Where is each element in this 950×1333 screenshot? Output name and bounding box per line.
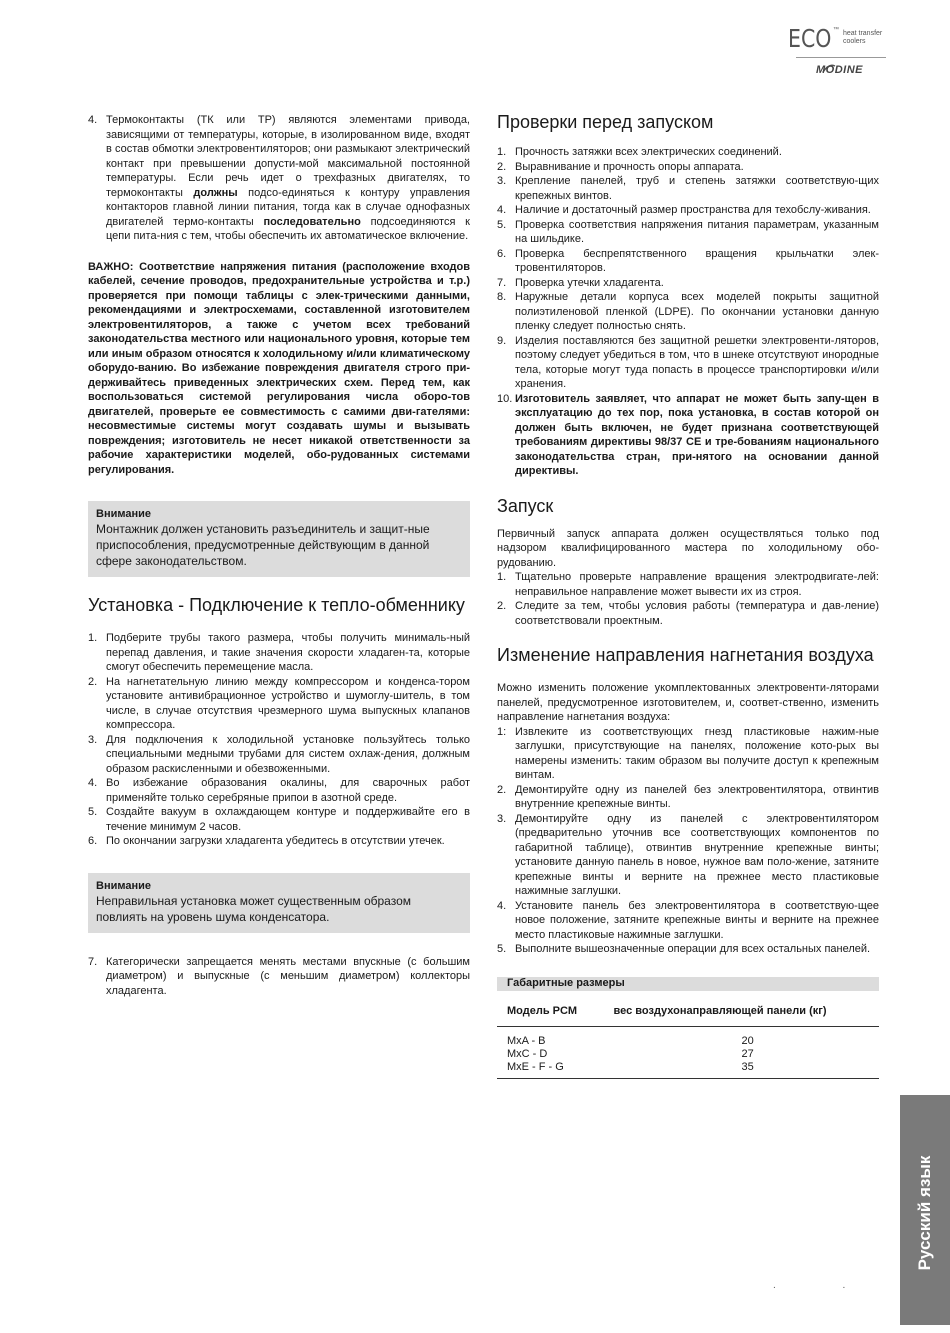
list-number: 2. bbox=[497, 600, 507, 612]
item-text: Категорически запрещается менять местами впускные (с большим диаметром) и выпускные (с меньшим диаметром) коллекторы хладагента. bbox=[106, 955, 470, 997]
language-tab bbox=[900, 1095, 950, 1325]
item-text: Проверка беспрепятственного вращения крыльчатки элек-тровентиляторов. bbox=[515, 247, 879, 274]
list-item bbox=[88, 733, 470, 777]
item-text: На нагнетательную линию между компрессором и конденса-тором установите антивибрационное устройство и шумоглу-шитель, в том числе, в случае отсутствия чрезмерного шума выпускных клапанов компрессора. bbox=[106, 675, 470, 731]
language-tab-label: Русский язык bbox=[915, 1155, 934, 1271]
list-item bbox=[497, 392, 879, 479]
left-column bbox=[88, 113, 470, 998]
list-number: 6. bbox=[497, 247, 507, 260]
list-number: 1. bbox=[88, 632, 98, 644]
list-number: 7. bbox=[88, 955, 98, 968]
column-header-model: Модель PCM bbox=[497, 991, 604, 1027]
warning-text: Монтажник должен установить разъединитель и защит-ные приспособления, предусмотренные действующим в данной сфере законодательством. bbox=[96, 522, 430, 568]
table-row bbox=[497, 1061, 879, 1079]
list-number: 3. bbox=[497, 812, 507, 825]
direction-intro: Можно изменить положение укомплектованных электровенти-ляторами панелей, предусмотренное изготовителем, и, соответ-ственно, изменить направление нагнетания воздуха: bbox=[497, 682, 879, 723]
list-number: 3. bbox=[497, 175, 507, 187]
list-number: 4. bbox=[497, 204, 507, 216]
list-item bbox=[497, 218, 879, 247]
list-item bbox=[88, 631, 470, 675]
item-text: Установите панель без электровентилятора в соответствую-щее новое положение, затяните крепежные винты и верните на прежнее место пластиковые нажимные заглушки. bbox=[515, 899, 879, 941]
item-text: Крепление панелей, труб и степень затяжки соответствую-щих крепежных винтов. bbox=[515, 175, 879, 202]
item-text: Тщательно проверьте направление вращения электродвигате-лей: неправильное направление может вывести их из строя. bbox=[515, 571, 879, 598]
right-column bbox=[497, 111, 879, 1079]
item-text: Выполните вышеозначенные операции для всех остальных панелей. bbox=[515, 943, 871, 955]
warning-box bbox=[88, 501, 470, 577]
list-number: 5. bbox=[497, 218, 507, 231]
list-item bbox=[88, 805, 470, 834]
section-heading-direction: Изменение направления нагнетания воздуха bbox=[497, 645, 874, 665]
list-number: 1: bbox=[497, 725, 507, 738]
cell-weight: 35 bbox=[604, 1061, 879, 1079]
list-item bbox=[88, 675, 470, 733]
list-item bbox=[497, 570, 879, 599]
list-number: 1. bbox=[497, 571, 507, 583]
item-text: Следите за тем, чтобы условия работы (температура и дав-ление) соответствовали проектным. bbox=[515, 600, 879, 627]
column-header-weight: вес воздухонаправляющей панели (кг) bbox=[604, 991, 879, 1027]
company-logo-text: MODINE bbox=[816, 64, 863, 76]
list-number: 4. bbox=[88, 777, 98, 789]
list-item bbox=[88, 955, 470, 999]
list-number: 9. bbox=[497, 334, 507, 347]
list-item bbox=[497, 725, 879, 783]
item-text: Изготовитель заявляет, что аппарат не может быть запу-щен в эксплуатацию до тех пор, пока установка, в состав которой он должен быть включен, не будет признана соответствующей требованиям директивы 98/37 CE и тре-бованиям национального законодательства стран, при-нятого на основании данной директивы. bbox=[515, 392, 879, 477]
item-text: подсоединяются к цепи пита-ния с тем, чтобы обеспечить их автоматическое включение. bbox=[106, 215, 470, 242]
list-item bbox=[497, 783, 879, 812]
list-item bbox=[497, 334, 879, 392]
list-item bbox=[497, 290, 879, 334]
list-number: 2. bbox=[497, 160, 507, 173]
item-text: Демонтируйте одну из панелей без электровентилятора, отвинтив внутренние крепежные винты. bbox=[515, 783, 879, 810]
item-text: По окончании загрузки хладагента убедитесь в отсутствии утечек. bbox=[106, 835, 445, 847]
list-number: 2. bbox=[88, 675, 98, 688]
item-text: Изделия поставляются без защитной решетки электровенти-ляторов, поэтому следует убедиться в том, что в шнеке отсутствуют инородные тела, которые могут туда попасть в процессе транспортировки и/или хранения. bbox=[515, 334, 879, 390]
item-text: Прочность затяжки всех электрических соединений. bbox=[515, 146, 782, 158]
list-item bbox=[497, 247, 879, 276]
cell-weight: 27 bbox=[741, 1048, 754, 1060]
list-item bbox=[497, 942, 879, 957]
start-intro: Первичный запуск аппарата должен осуществляться только под надзором квалифицированного мастера по холодильному обо-рудованию. bbox=[497, 527, 879, 569]
list-item bbox=[88, 776, 470, 805]
section-heading-start: Запуск bbox=[497, 495, 554, 516]
list-number: 6. bbox=[88, 835, 98, 847]
item-text: Подберите трубы такого размера, чтобы получить минималь-ный перепад давления, и такие значения скорости хладаген-та, которые смогут обеспечить перемещение масла. bbox=[106, 632, 470, 673]
item-text: подсо-единяться к контуру управления контакторов главной линии питания, тогда как в случае однофазных двигателей термо-контакты bbox=[106, 186, 471, 228]
eco-subtitle-line1: heat transfer bbox=[842, 30, 883, 37]
list-number: 10. bbox=[497, 392, 513, 405]
item-text: Во избежание образования окалины, для сварочных работ применяйте только серебряные припои в азотной среде. bbox=[106, 777, 470, 804]
list-item bbox=[497, 276, 879, 291]
list-item bbox=[88, 834, 470, 849]
item-text: Проверка утечки хладагента. bbox=[515, 276, 664, 289]
list-item bbox=[88, 113, 470, 244]
dimensions-table bbox=[497, 977, 879, 1080]
item-text: Для подключения к холодильной установке пользуйтесь только специальными медными трубами для систем охлаж-дения, должным образом раскисленными и обезвоженными. bbox=[106, 733, 470, 775]
table-row bbox=[497, 1027, 879, 1049]
important-paragraph: ВАЖНО: Соответствие напряжения питания (расположение входов кабелей, сечение проводов, предохранительные устройства и т.р.) проверяется при помощи таблицы с элек-трическими данными, рекомендациями и электросхемами, составленной изготовителем электровентиляторов, а также с учетом всех требований законодательства местного или национального уровня, которые тем или иным образом относятся к холодильному и/или климатическому оборудо-ванию. Во избежание повреждения двигателя строго при-держивайтесь приведенных электрических схем. Перед тем, как воспользоваться системой регулирования числа оборо-тов двигателей, проверьте ее совместимость с самими дви-гателями: несовместимые системы могут создавать шумы и вызывать повреждения; изготовитель не несет никакой ответственности за рабочие характеристики моделей, обо-рудованных системами регулирования. bbox=[88, 260, 470, 476]
list-number: 4. bbox=[88, 114, 98, 126]
list-number: 8. bbox=[497, 291, 507, 303]
cell-model: MxE - F - G bbox=[497, 1061, 604, 1079]
table-row bbox=[497, 1048, 879, 1061]
list-item bbox=[497, 812, 879, 899]
eco-subtitle bbox=[843, 30, 882, 46]
list-item bbox=[497, 899, 879, 943]
list-item bbox=[497, 599, 879, 628]
eco-subtitle-line2: coolers bbox=[842, 38, 866, 45]
brand-logo bbox=[788, 26, 888, 86]
cell-model: MxA - B bbox=[507, 1035, 546, 1047]
logo-divider bbox=[796, 57, 886, 58]
list-number: 7. bbox=[497, 276, 507, 289]
cell-weight: 20 bbox=[741, 1035, 754, 1047]
warning-title: Внимание bbox=[96, 508, 151, 520]
footer-marks: . . bbox=[773, 1280, 878, 1291]
list-number: 5. bbox=[497, 943, 507, 955]
item-emphasis: последовательно bbox=[263, 215, 361, 228]
warning-box bbox=[88, 873, 470, 933]
item-text: Создайте вакуум в охлаждающем контуре и поддерживайте его в течение минимум 2 часов. bbox=[106, 806, 470, 833]
item-emphasis: должны bbox=[193, 186, 238, 199]
list-number: 5. bbox=[88, 806, 98, 818]
eco-logo-text: ECO bbox=[788, 24, 832, 53]
thermocontact-list bbox=[88, 113, 470, 244]
item-text: Демонтируйте одну из панелей с электровентилятором (предварительно уточнив все соответствующих компонентов по габаритной таблице), отвинтив внутренние крепежные винты; установите данную панель в новое, нужное вам поло-жение, затяните крепежные винты и верните на прежнее место пластиковые нажимные заглушки. bbox=[515, 812, 879, 897]
item-text: Проверка соответствия напряжения питания параметрам, указанным на шильдике. bbox=[515, 218, 879, 245]
warning-text: Неправильная установка может существенным образом повлиять на уровень шума конденсатора. bbox=[96, 893, 412, 924]
list-item bbox=[497, 174, 879, 203]
list-number: 2. bbox=[497, 783, 507, 796]
warning-title: Внимание bbox=[96, 879, 151, 892]
cell-model: MxC - D bbox=[507, 1048, 548, 1060]
list-number: 1. bbox=[497, 146, 507, 158]
install-list bbox=[88, 631, 470, 849]
section-heading-install: Установка - Подключение к тепло-обменнику bbox=[88, 595, 465, 615]
item-text: Выравнивание и прочность опоры аппарата. bbox=[515, 160, 744, 173]
item-text: Термоконтакты (ТК или ТР) являются элементами привода, зависящими от температуры, которые, в изолированном виде, входят в состав обмотки электровентиляторов; они размыкают электрический контакт при превышении допусти-мой максимальной постоянной температуры. Если речь идет о трехфазных двигателях, то термоконтакты bbox=[106, 114, 470, 199]
table-title: Габаритные размеры bbox=[497, 977, 879, 991]
direction-list bbox=[497, 725, 879, 957]
list-item bbox=[497, 145, 879, 160]
section-heading-checks: Проверки перед запуском bbox=[497, 112, 714, 132]
collector-list bbox=[88, 955, 470, 999]
list-item bbox=[497, 203, 879, 218]
list-number: 4. bbox=[497, 899, 507, 912]
item-text: Извлеките из соответствующих гнезд пластиковые нажим-ные заглушки, присутствующие на панелях, положение кото-рых вы намерены изменить: таким образом вы получите доступ к крепежным винтам. bbox=[515, 725, 879, 781]
start-list bbox=[497, 570, 879, 628]
trademark-mark: ™ bbox=[832, 27, 839, 33]
item-text: Наличие и достаточный размер пространства для техобслу-живания. bbox=[515, 204, 871, 216]
list-item bbox=[497, 160, 879, 175]
checks-list bbox=[497, 145, 879, 479]
item-text: Наружные детали корпуса всех моделей покрыты защитной полиэтиленовой пленкой (LDPE). По окончании установки данную пленку следует полностью снять. bbox=[515, 291, 879, 332]
list-number: 3. bbox=[88, 733, 98, 746]
